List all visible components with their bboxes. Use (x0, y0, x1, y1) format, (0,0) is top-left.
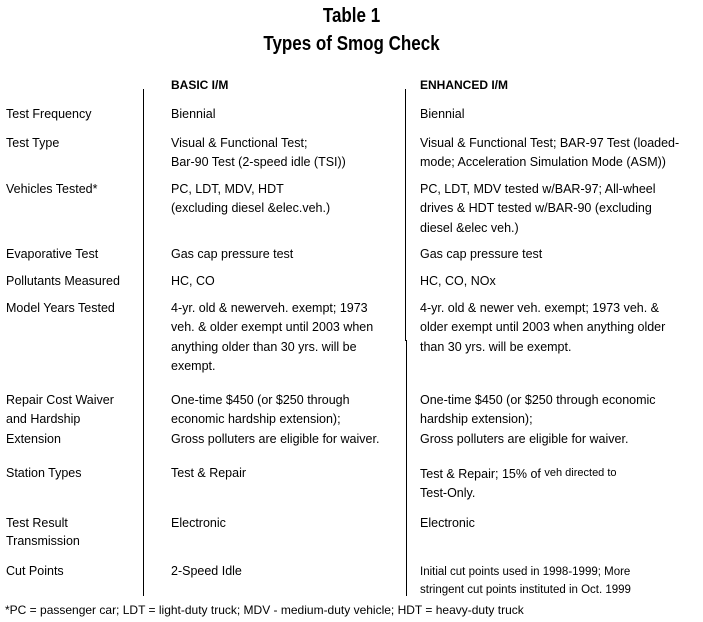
basic-cut-points (171, 562, 242, 581)
row-label-model-years-tested (6, 299, 115, 318)
basic-model-years-tested (171, 299, 373, 376)
column-header-basic: BASIC I/M (171, 78, 229, 92)
cell-line: veh. & older exempt until 2003 when (171, 320, 374, 335)
row-label-vehicles-tested (6, 180, 98, 199)
table-subtitle: Types of Smog Check (263, 33, 440, 55)
cell-line: Biennial (171, 107, 216, 121)
column-divider-right-lower (406, 340, 407, 596)
cell-line: PC, LDT, MDV tested w/BAR-97; All-wheel (420, 182, 656, 196)
cell-line: (excluding diesel &elec.veh.) (171, 201, 331, 216)
label-line: Test Type (6, 136, 60, 150)
label-line: Test Frequency (6, 107, 92, 121)
enhanced-test-type (420, 134, 679, 173)
column-header-enhanced: ENHANCED I/M (420, 78, 509, 92)
basic-test-type (171, 134, 346, 173)
label-line: Pollutants Measured (6, 274, 120, 288)
basic-test-result-transmission (171, 514, 226, 533)
row-label-cut-points (6, 562, 64, 581)
label-line: Test Result (6, 516, 68, 530)
cell-line: 2-Speed Idle (171, 564, 242, 578)
cell-line: One-time $450 (or $250 through economic (420, 393, 656, 407)
cell-line: HC, CO (171, 274, 215, 288)
enhanced-cut-points (420, 563, 631, 599)
cell-line: economic hardship extension); (171, 412, 341, 427)
basic-vehicles-tested (171, 180, 330, 219)
enhanced-test-result-transmission (420, 514, 475, 533)
cell-line: HC, CO, NOx (420, 274, 496, 288)
cell-line: Test & Repair (171, 466, 247, 480)
label-line: Evaporative Test (6, 247, 99, 261)
enhanced-vehicles-tested (420, 180, 656, 238)
basic-repair-cost-waiver (171, 391, 379, 449)
cell-line: Visual & Functional Test; BAR-97 Test (loaded- (420, 136, 680, 150)
cell-text-raised: veh directed to (544, 467, 617, 479)
cell-line: hardship extension); (420, 412, 533, 427)
cell-line: Electronic (420, 516, 475, 530)
basic-evaporative-test (171, 245, 293, 264)
cell-line: than 30 yrs. will be exempt. (420, 339, 572, 354)
cell-line: Gas cap pressure test (420, 247, 543, 261)
cell-line: older exempt until 2003 when anything older (420, 320, 666, 335)
label-line: Model Years Tested (6, 301, 115, 315)
row-label-test-frequency (6, 105, 91, 124)
cell-line: stringent cut points instituted in Oct. 1999 (420, 584, 631, 596)
cell-line: Gas cap pressure test (171, 247, 294, 261)
cell-line: Visual & Functional Test; (171, 136, 308, 150)
row-label-station-types (6, 464, 82, 483)
row-label-pollutants-measured (6, 272, 120, 291)
enhanced-model-years-tested (420, 299, 665, 357)
cell-line: One-time $450 (or $250 through (171, 393, 350, 407)
enhanced-station-types (420, 464, 617, 504)
cell-line: Test-Only. (420, 486, 476, 501)
label-line: Vehicles Tested* (6, 182, 98, 196)
label-line: Cut Points (6, 564, 64, 578)
label-line: Transmission (6, 534, 80, 548)
row-label-repair-cost-waiver (6, 391, 114, 449)
cell-line: Bar-90 Test (2-speed idle (TSI)) (171, 155, 346, 170)
cell-line: PC, LDT, MDV, HDT (171, 182, 284, 196)
label-line: Repair Cost Waiver (6, 393, 114, 407)
cell-line: Gross polluters are eligible for waiver. (420, 431, 629, 446)
cell-text: Test & Repair; 15% of (420, 467, 545, 481)
table-title: Table 1 (322, 5, 381, 27)
enhanced-evaporative-test (420, 245, 542, 264)
label-line: and Hardship (6, 412, 81, 427)
enhanced-test-frequency (420, 105, 464, 124)
cell-line: 4-yr. old & newer veh. exempt; 1973 veh. & (420, 301, 660, 315)
column-divider-left (143, 89, 144, 596)
cell-line: Electronic (171, 516, 226, 530)
enhanced-repair-cost-waiver (420, 391, 656, 449)
cell-line: drives & HDT tested w/BAR-90 (excluding (420, 201, 652, 216)
column-divider-right (405, 89, 406, 341)
basic-station-types (171, 464, 246, 483)
cell-line: exempt. (171, 358, 216, 373)
enhanced-pollutants-measured (420, 272, 496, 291)
row-label-test-result-transmission (6, 514, 80, 550)
basic-test-frequency (171, 105, 215, 124)
cell-line: mode; Acceleration Simulation Mode (ASM)) (420, 155, 666, 170)
cell-line: Gross polluters are eligible for waiver. (171, 431, 380, 446)
cell-line: Biennial (420, 107, 465, 121)
cell-line: diesel &elec veh.) (420, 220, 519, 235)
cell-line (420, 464, 617, 484)
row-label-evaporative-test (6, 245, 98, 264)
row-label-test-type (6, 134, 59, 153)
cell-line: Initial cut points used in 1998-1999; More (420, 566, 631, 578)
label-line: Extension (6, 431, 61, 446)
cell-line: 4-yr. old & newerveh. exempt; 1973 (171, 301, 368, 315)
basic-pollutants-measured (171, 272, 215, 291)
label-line: Station Types (6, 466, 82, 480)
footnote: *PC = passenger car; LDT = light-duty truck; MDV - medium-duty vehicle; HDT = heavy-duty truck (5, 603, 524, 617)
cell-line: anything older than 30 yrs. will be (171, 339, 357, 354)
